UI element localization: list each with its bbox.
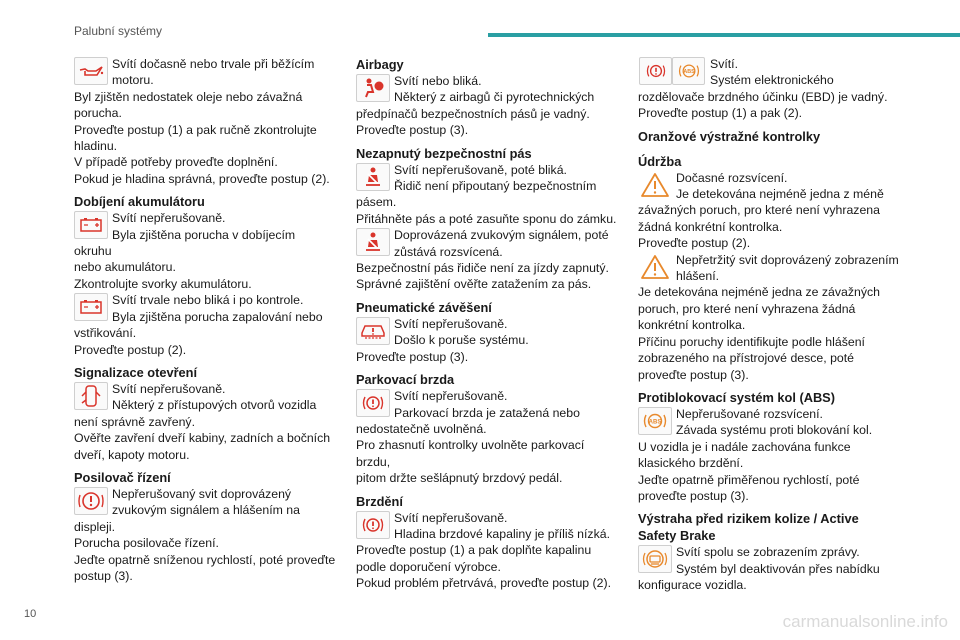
section-title: Výstraha před rizikem kolize / Active [638, 511, 859, 527]
body-text: Proveďte postup (3). [356, 123, 469, 138]
suspension-warning-icon [356, 317, 390, 345]
body-text: V případě potřeby proveďte doplnění. [74, 155, 278, 170]
page-header-title: Palubní systémy [74, 24, 163, 38]
section-airbag [356, 56, 620, 139]
page-number: 10 [24, 608, 37, 620]
section-steering [74, 469, 336, 584]
body-text: rozdělovače brzdného účinku (EBD) je vadný. [638, 89, 888, 104]
oil-can-icon [74, 57, 108, 85]
body-text: Jeďte opatrně sníženou rychlostí, poté proveďte [74, 552, 336, 567]
svg-text:ABS: ABS [648, 419, 662, 426]
warning-triangle-icon [638, 171, 672, 199]
entry-oil [74, 56, 336, 89]
entry-battery-1 [74, 210, 336, 259]
body-text: Správné zajištění ověřte zatažením za pás. [356, 277, 592, 292]
section-title: Posilovač řízení [74, 469, 171, 485]
body-text: zobrazeného na přístrojové desce, poté [638, 351, 855, 366]
battery-icon [74, 211, 108, 239]
entry-steering [74, 486, 336, 519]
airbag-icon [356, 74, 390, 102]
body-text: Ověřte zavření dveří kabiny, zadních a bočních [74, 431, 331, 446]
section-title: Parkovací brzda [356, 372, 455, 388]
entry-text: zvukovým signálem a hlášením na [112, 503, 300, 518]
entry-text: Svítí dočasně nebo trvale při běžícím [112, 57, 315, 71]
entry-text: Svítí nepřerušovaně. [394, 389, 508, 404]
section-title: Brzdění [356, 493, 403, 509]
body-text: vstřikování. [74, 326, 137, 341]
section-doors [74, 364, 336, 463]
entry-text: Svítí nepřerušovaně. [112, 211, 226, 226]
entry-text: Hladina brzdové kapaliny je příliš nízká. [394, 526, 610, 541]
entry-text: Byla zjištěna porucha v dobíjecím okruhu [74, 227, 296, 259]
body-text: dveří, kapoty motoru. [74, 447, 190, 462]
section-tyres [356, 299, 620, 365]
body-text: hladinu. [74, 139, 118, 154]
watermark: carmanualsonline.info [782, 612, 948, 631]
body-text: Proveďte postup (2). [638, 236, 751, 251]
body-text: žádná konkrétní kontrolka. [638, 219, 783, 234]
body-text: U vozidla je i nadále zachována funkce [638, 439, 851, 454]
body-text: porucha. [74, 106, 122, 121]
section-brakes [356, 493, 620, 592]
entry-brakes [356, 510, 620, 543]
warning-triangle-icon [638, 253, 672, 281]
entry-text: motoru. [112, 73, 154, 88]
column-1 [74, 56, 336, 584]
body-text: konkrétní kontrolka. [638, 318, 746, 333]
entry-text: Dočasné rozsvícení. [676, 170, 788, 185]
entry-tyres [356, 316, 620, 349]
abs-icon [638, 407, 672, 435]
entry-text: Parkovací brzda je zatažená nebo [394, 405, 580, 420]
body-text: podle doporučení výrobce. [356, 559, 501, 574]
body-text: Porucha posilovače řízení. [74, 536, 219, 551]
entry-service-2 [638, 252, 900, 285]
entry-text: Svítí. [710, 57, 739, 71]
abs-icon [672, 57, 705, 85]
entry-battery-2 [74, 292, 336, 325]
body-text: Proveďte postup (1) a pak doplňte kapalinu [356, 543, 592, 558]
brake-warning-icon [356, 389, 390, 417]
section-collision [638, 510, 900, 593]
collision-warning-icon [638, 545, 672, 573]
body-text: nedostatečně uvolněná. [356, 421, 487, 436]
entry-text: Svítí nebo bliká. [394, 74, 482, 88]
seatbelt-icon [356, 228, 390, 256]
body-text: Jeďte opatrně přiměřenou rychlostí, poté [638, 472, 860, 487]
entry-doors [74, 381, 336, 414]
entry-text: Některý z přístupových otvorů vozidla [112, 398, 317, 413]
entry-text: Svítí nepřerušovaně. [112, 381, 226, 396]
body-text: pásem. [356, 195, 397, 210]
section-title: Dobíjení akumulátoru [74, 194, 205, 210]
body-text: závažných poruch, pro které není vyhrazena [638, 203, 880, 218]
entry-text: zůstává rozsvícená. [394, 244, 503, 259]
brake-warning-icon [356, 511, 390, 539]
svg-text:ABS: ABS [682, 69, 695, 76]
body-text: konfigurace vozidla. [638, 578, 747, 593]
entry-text: Byla zjištěna porucha zapalování nebo [112, 309, 323, 324]
section-parking-brake [356, 371, 620, 486]
entry-text: Svítí trvale nebo bliká i po kontrole. [112, 293, 304, 308]
entry-collision [638, 544, 900, 577]
section-title: Nezapnutý bezpečnostní pás [356, 145, 532, 161]
body-text: Proveďte postup (1) a pak (2). [638, 106, 803, 121]
body-text: proveďte postup (3). [638, 488, 749, 503]
entry-text: Systém byl deaktivován přes nabídku [676, 561, 880, 576]
body-text: Pokud je hladina správná, proveďte postup (2). [74, 171, 330, 186]
section-battery [74, 193, 336, 358]
body-text: předpínačů bezpečnostních pásů je vadný. [356, 106, 590, 121]
entry-text: Závada systému proti blokování kol. [676, 423, 873, 438]
header-accent-bar [488, 33, 960, 37]
body-text: nebo akumulátoru. [74, 260, 176, 275]
entry-text: Doprovázená zvukovým signálem, poté [394, 228, 609, 243]
section-oil [74, 56, 336, 187]
body-text: Proveďte postup (3). [356, 349, 469, 364]
entry-text: Svítí nepřerušovaně. [394, 510, 508, 525]
entry-text: Je detekována nejméně jedna z méně [676, 187, 884, 202]
steering-wheel-warning-icon [74, 487, 108, 515]
body-text: není správně zavřený. [74, 414, 195, 429]
section-orange-lights [638, 128, 900, 145]
column-2 [356, 56, 620, 592]
body-text: Byl zjištěn nedostatek oleje nebo závažná [74, 89, 303, 104]
body-text: pitom držte sešlápnutý brzdový pedál. [356, 471, 563, 486]
column-3 [638, 56, 900, 594]
door-open-icon [74, 382, 108, 410]
entry-seatbelt-1 [356, 162, 620, 195]
entry-text: Řidič není připoutaný bezpečnostním [394, 179, 597, 194]
entry-text: Svítí spolu se zobrazením zprávy. [676, 545, 860, 560]
entry-text: Nepřerušovaný svit doprovázený [112, 486, 292, 501]
body-text: poruch, pro které není vyhrazena žádná [638, 301, 856, 316]
body-text: Proveďte postup (1) a pak ručně zkontrolujte [74, 122, 317, 137]
section-title: Údržba [638, 153, 682, 169]
brake-warning-icon [639, 57, 672, 85]
entry-text: Nepřetržitý svit doprovázený zobrazením [676, 252, 899, 267]
body-text: proveďte postup (3). [638, 367, 749, 382]
entry-airbag [356, 73, 620, 106]
body-text: Pro zhasnutí kontrolky uvolněte parkovací brzdu, [356, 438, 585, 469]
body-text: Je detekována nejméně jedna ze závažných [638, 285, 880, 300]
entry-service-1 [638, 170, 900, 203]
body-text: Proveďte postup (2). [74, 342, 187, 357]
section-seatbelt [356, 145, 620, 293]
section-title: Pneumatické závěšení [356, 299, 492, 315]
body-text: Přitáhněte pás a poté zasuňte sponu do zámku. [356, 211, 617, 226]
entry-text: Svítí nepřerušovaně, poté bliká. [394, 162, 567, 177]
entry-seatbelt-2 [356, 227, 620, 260]
entry-text: Došlo k poruše systému. [394, 333, 529, 348]
entry-ebd [638, 56, 900, 89]
entry-abs [638, 406, 900, 439]
body-text: Příčinu poruchy identifikujte podle hlášení [638, 334, 865, 349]
entry-text: Některý z airbagů či pyrotechnických [394, 90, 595, 105]
entry-text: Svítí nepřerušovaně. [394, 316, 508, 331]
entry-parking-brake [356, 388, 620, 421]
section-title: Signalizace otevření [74, 364, 198, 380]
body-text: postup (3). [74, 568, 133, 583]
section-title: Airbagy [356, 57, 404, 72]
battery-icon [74, 293, 108, 321]
section-title: Protiblokovací systém kol (ABS) [638, 389, 835, 405]
seatbelt-icon [356, 163, 390, 191]
body-text: Zkontrolujte svorky akumulátoru. [74, 276, 252, 291]
entry-text: Systém elektronického [710, 73, 834, 88]
entry-text: Nepřerušované rozsvícení. [676, 406, 823, 421]
section-title: Safety Brake [638, 528, 716, 544]
body-text: Pokud problém přetrvává, proveďte postup (2). [356, 576, 611, 591]
section-service [638, 153, 900, 383]
body-text: klasického brzdění. [638, 456, 744, 471]
entry-text: hlášení. [676, 269, 720, 284]
section-heading: Oranžové výstražné kontrolky [638, 128, 821, 144]
body-text: displeji. [74, 519, 116, 534]
section-ebd [638, 56, 900, 122]
section-abs [638, 389, 900, 504]
ebd-icon-pair [638, 57, 706, 85]
body-text: Bezpečnostní pás řidiče není za jízdy zapnutý. [356, 261, 609, 276]
